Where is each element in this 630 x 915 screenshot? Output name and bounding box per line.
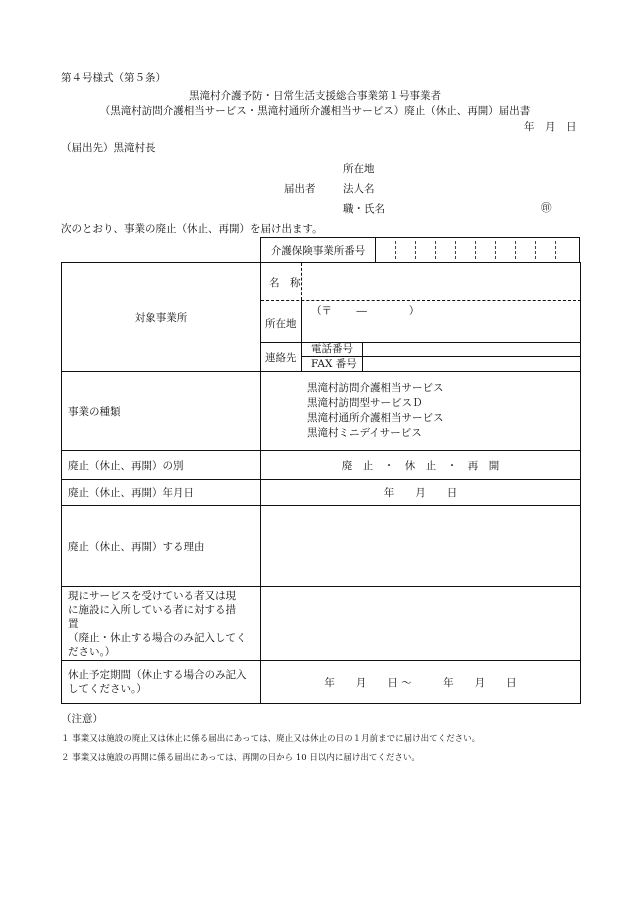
contact-label: 連絡先 [265,352,297,364]
addressee: （届出先）黒滝村長 [61,142,156,154]
measures-value-cell [261,587,581,661]
fax-label: FAX 番号 [311,358,357,370]
seal-mark: ㊞ [541,202,552,214]
period-label-line: 休止予定期間（休止する場合のみ記入 [68,669,247,681]
notification-table [61,262,581,704]
digit-divider [555,241,556,259]
digit-divider [435,241,436,259]
date-field: 年 月 日 [524,121,577,133]
applicant-corp-label: 法人名 [343,183,375,195]
digit-divider [415,241,416,259]
form-number: 第４号様式（第５条） [61,72,166,84]
facility-name-label: 名 称 [269,277,301,289]
service-type-item: 黒滝村訪問型サービスＤ [307,397,423,409]
facility-name-row [261,263,581,301]
service-type-item: 黒滝村訪問介護相当サービス [307,382,444,394]
service-type-cell [261,372,581,451]
applicant-address-label: 所在地 [343,163,375,175]
digit-divider [395,241,396,259]
period-label [62,661,261,704]
measures-label-line: ださい。） [68,645,116,658]
digit-divider [515,241,516,259]
period-value: 年 月 日 ～ 年 月 日 [261,661,581,704]
digit-divider [535,241,536,259]
applicant-label: 届出者 [284,183,316,195]
service-type-label: 事業の種類 [62,372,261,451]
measures-label-line: 現にサービスを受けている者又は現 [68,589,236,602]
measures-label-line: （廃止・休止する場合のみ記入してく [68,631,247,644]
title-line-1: 黒滝村介護予防・日常生活支援総合事業第１号事業者 [189,90,441,102]
contact-row [261,342,581,371]
facility-address-row [261,300,581,343]
measures-label-line: 置 [68,617,79,630]
period-label-line: してください。） [68,683,147,695]
service-type-item: 黒滝村ミニデイサービス [307,427,422,439]
date-label: 廃止（休止、再開）年月日 [62,480,261,506]
title-line-2: （黒滝村訪問介護相当サービス・黒滝村通所介護相当サービス）廃止（休止、再開）届出書 [99,105,531,117]
category-value: 廃 止 ・ 休 止 ・ 再 開 [261,451,581,480]
note-item: ２ 事業又は施設の再開に係る届出にあっては、再開の日から 10 日以内に届け出てください。 [61,753,420,763]
reason-label: 廃止（休止、再開）する理由 [62,506,261,587]
facility-detail-cell [261,263,581,372]
date-value: 年 月 日 [261,480,581,506]
intro-text: 次のとおり、事業の廃止（休止、再開）を届け出ます。 [61,223,323,235]
contact-divider [361,356,581,357]
measures-label-line: に施設に入所している者に対する措 [68,603,236,616]
digit-divider [475,241,476,259]
service-type-item: 黒滝村通所介護相当サービス [307,412,444,424]
address-divider [301,300,302,342]
measures-label [62,587,261,661]
note-item: １ 事業又は施設の廃止又は休止に係る届出にあっては、廃止又は休止の日の１月前までに届け出てください。 [61,734,481,744]
facility-label: 対象事業所 [62,263,261,372]
insurance-number-label: 介護保険事業所番号 [261,238,376,263]
notes-heading: （注意） [61,713,103,725]
insurance-number-row [260,237,580,262]
category-label: 廃止（休止、再開）の別 [62,451,261,480]
phone-label: 電話番号 [302,342,362,357]
applicant-name-label: 職・氏名 [343,203,385,215]
name-divider [301,263,302,300]
digit-divider [495,241,496,259]
digit-divider [455,241,456,259]
contact-sublabel-col [301,342,363,371]
reason-value-cell [261,506,581,587]
postal-code: （〒 ― ） [311,305,420,317]
facility-address-label: 所在地 [265,318,297,330]
